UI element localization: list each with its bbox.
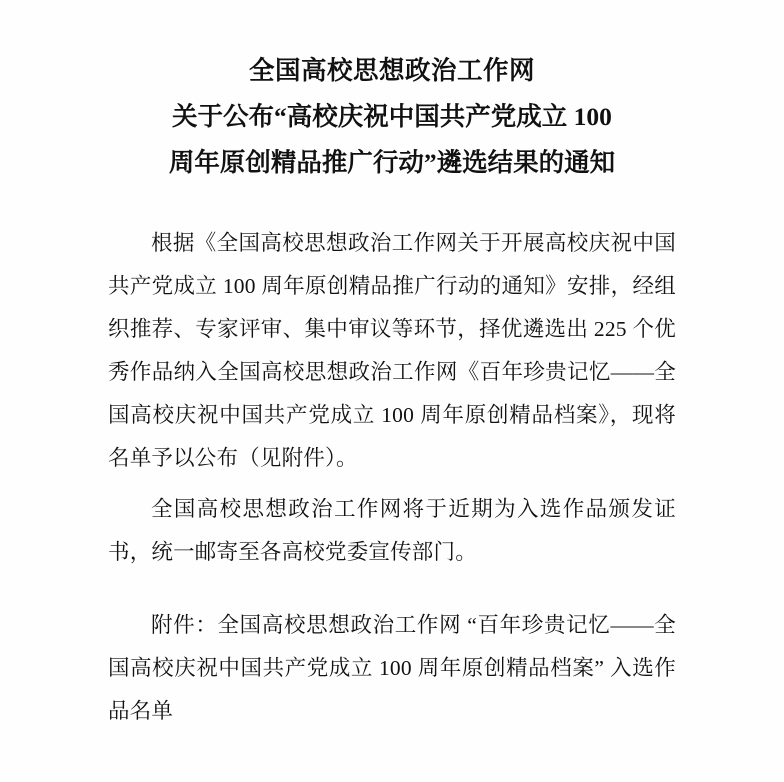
- title-line-1: 全国高校思想政治工作网: [248, 56, 535, 85]
- title-line-2: 关于公布“高校庆祝中国共产党成立 100: [172, 102, 612, 131]
- paragraph-2: 全国高校思想政治工作网将于近期为入选作品颁发证书，统一邮寄至各高校党委宣传部门。: [108, 497, 676, 564]
- document-title: [108, 0, 676, 186]
- paragraph-attachment: 附件：全国高校思想政治工作网 “百年珍贵记忆——全国高校庆祝中国共产党成立 100 周年原创精品档案” 入选作品名单: [108, 613, 676, 723]
- paragraph-1: 根据《全国高校思想政治工作网关于开展高校庆祝中国共产党成立 100 周年原创精品推广行动的通知》安排，经组织推荐、专家评审、集中审议等环节，择优遴选出 225 个优秀作品纳入全国高校思想政治工作网《百年珍贵记忆——全国高校庆祝中国共产党成立 100 周年原创精品档案》，现将名单予以公布（见附件）。: [108, 231, 676, 470]
- title-line-3: 周年原创精品推广行动”遴选结果的通知: [168, 148, 616, 177]
- document-content: [108, 222, 676, 733]
